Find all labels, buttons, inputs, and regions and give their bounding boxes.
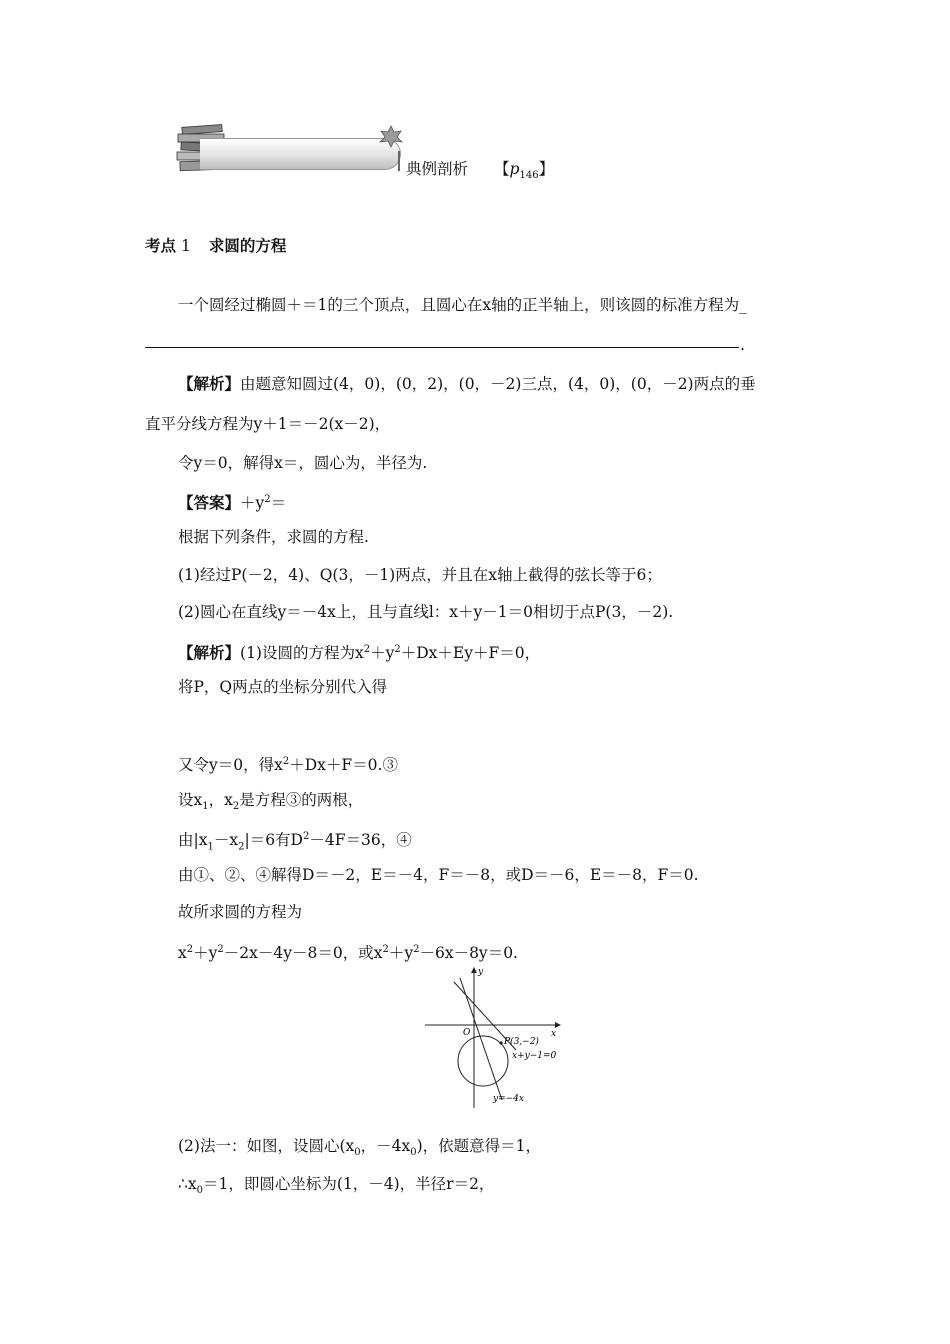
page-reference: 【$p_{146}$】 [494,160,555,182]
problem1-answer: 【答案】$+y^2=$ [178,493,287,513]
topic-heading: 考点 1 求圆的方程 [145,236,287,255]
point-label: P(3,−2) [504,1037,539,1047]
problem2-analysis-line2: 将P，Q两点的坐标分别代入得 [178,678,388,696]
problem2-method1-line2: $\therefore x_0=1$，即圆心坐标为(1，－4)，半径r＝2， [178,1175,495,1197]
y-axis-label: y [478,967,484,977]
answer-blank-line [145,347,739,348]
problem1-analysis-line2: 直平分线方程为y＋1＝－2(x－2)， [145,415,391,433]
banner-bar [200,138,401,170]
problem2-intro: 根据下列条件，求圆的方程. [178,528,369,546]
circle-tangent-figure [420,962,570,1112]
problem2-analysis-line4: 设$x_1$，$x_2$是方程③的两根， [178,791,364,813]
tangent-point [499,1041,502,1044]
blank-period: . [740,336,745,354]
problem2-condition2: (2)圆心在直线y＝－4x上，且与直线l：x＋y－1＝0相切于点P(3，－2). [178,603,674,621]
problem1-analysis-line1: 【解析】由题意知圆过(4，0)，(0，2)，(0，－2)三点，(4，0)，(0，－2)两点的垂 [178,374,756,393]
problem2-method1-line1: (2)法一：如图，设圆心($x_0$，$-4x_0$)，依题意得＝1， [178,1137,542,1159]
center-line-label: y=−4x [493,1094,524,1104]
problem2-condition1: (1)经过P(－2，4)、Q(3，－1)两点，并且在x轴上截得的弦长等于6； [178,566,662,584]
section-title: 典例剖析 【$p_{146}$】 [406,160,555,182]
problem2-analysis-line3: 又令y＝0，得$x^2+Dx+F=0.③$ [178,756,398,775]
problem2-analysis-line5: 由$|x_1-x_2|=6$有$D^2-4F=36$，④ [178,831,412,853]
banner-tail [398,151,400,171]
problem1-analysis-line3: 令y＝0，解得x＝，圆心为，半径为. [178,454,428,472]
x-axis-label: x [551,1029,557,1039]
problem2-analysis-line1: 【解析】(1)设圆的方程为$x^2+y^2+Dx+Ey+F=0$， [178,643,541,663]
problem1-question: 一个圆经过椭圆＋＝1的三个顶点，且圆心在x轴的正半轴上，则该圆的标准方程为_ [178,296,747,314]
problem2-analysis-line8: $x^2+y^2-2x-4y-8=0$，或$x^2+y^2-6x-8y=0$. [178,944,518,963]
problem2-analysis-line6: 由①、②、④解得D＝－2，E＝－4，F＝－8，或D＝－6，E＝－8，F＝0. [178,866,699,884]
leaf-icon [378,124,404,148]
problem2-analysis-line7: 故所求圆的方程为 [178,903,303,921]
tangent-line-label: x+y−1=0 [512,1051,557,1061]
origin-label: O [463,1028,471,1038]
